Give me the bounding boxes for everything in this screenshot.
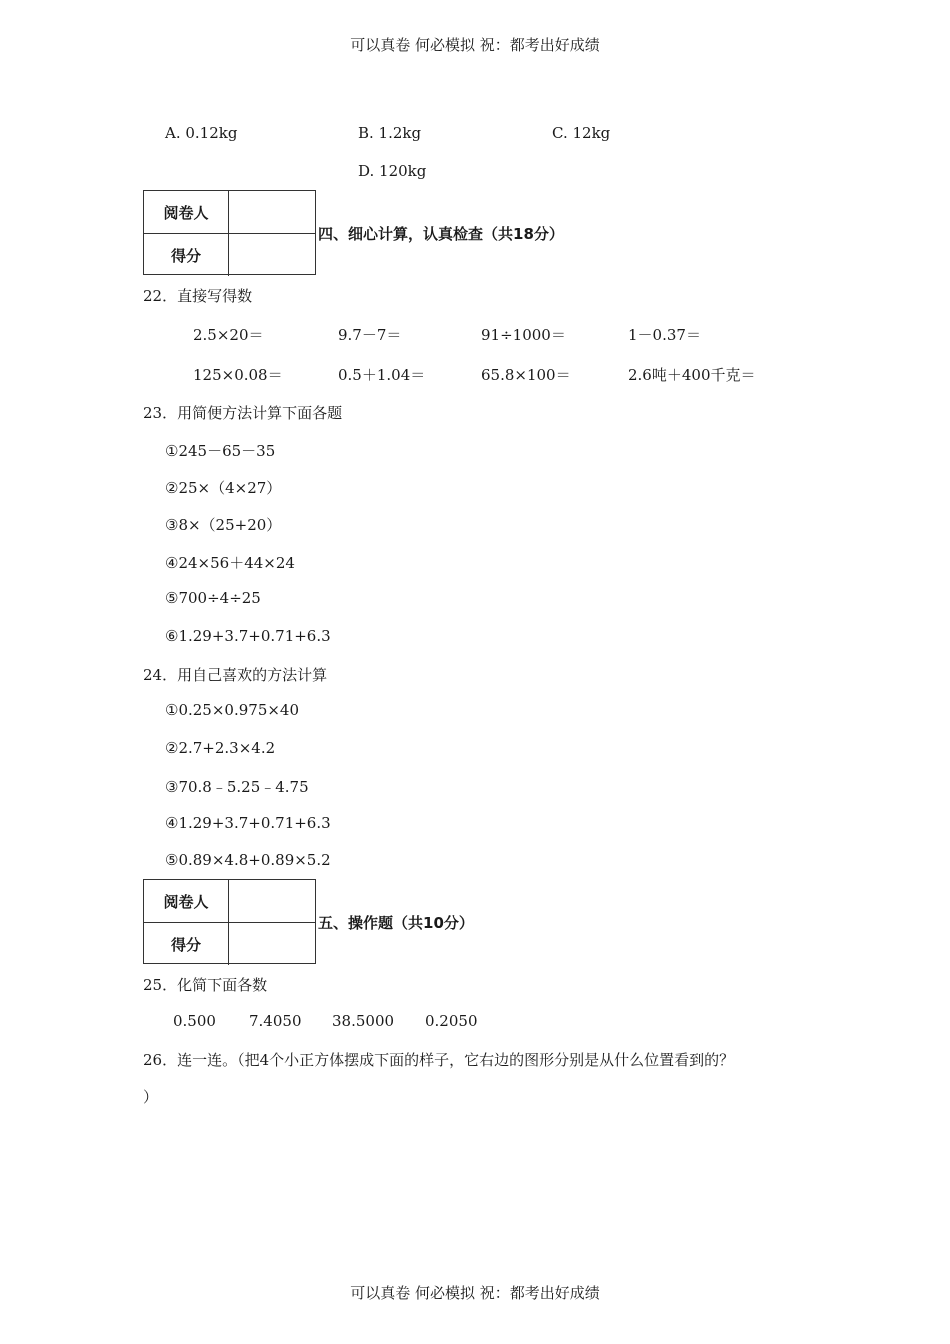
q24-item: ①0.25×0.975×40 (165, 701, 300, 719)
option-d: D. 120kg (358, 162, 427, 180)
q24-item: ④1.29+3.7+0.71+6.3 (165, 814, 331, 832)
q25-number: 0.2050 (425, 1012, 478, 1030)
q23-item: ⑥1.29+3.7+0.71+6.3 (165, 627, 331, 645)
q24-title: 24．用自己喜欢的方法计算 (143, 666, 328, 684)
score-label: 得分 (144, 234, 229, 276)
q24-item: ③70.8﹣5.25﹣4.75 (165, 778, 309, 796)
q23-item: ②25×（4×27） (165, 479, 282, 497)
q22-item: 91÷1000＝ (481, 326, 566, 344)
q22-item: 1－0.37＝ (628, 326, 701, 344)
q23-item: ④24×56＋44×24 (165, 554, 295, 572)
section4-title: 四、细心计算，认真检查（共18分） (318, 225, 564, 243)
q26-text: 26．连一连。（把4个小正方体摆成下面的样子，它右边的图形分别是从什么位置看到的？ (143, 1051, 735, 1069)
q25-title: 25．化简下面各数 (143, 976, 268, 994)
score-box-row-reviewer (144, 191, 315, 233)
reviewer-label: 阅卷人 (144, 880, 229, 922)
q22-item: 65.8×100＝ (481, 366, 571, 384)
q22-item: 2.6吨＋400千克＝ (628, 366, 756, 384)
q22-item: 9.7－7＝ (338, 326, 402, 344)
option-b: B. 1.2kg (358, 124, 422, 142)
section5-title: 五、操作题（共10分） (318, 914, 474, 932)
q24-item: ⑤0.89×4.8+0.89×5.2 (165, 851, 331, 869)
score-box-section5 (143, 879, 316, 964)
reviewer-label: 阅卷人 (144, 191, 229, 233)
q25-number: 7.4050 (249, 1012, 302, 1030)
q22-item: 0.5＋1.04＝ (338, 366, 426, 384)
page-footer: 可以真卷 何必模拟 祝：都考出好成绩 (350, 1284, 600, 1302)
score-box-row-reviewer (144, 880, 315, 922)
q25-number: 38.5000 (332, 1012, 395, 1030)
q25-number: 0.500 (173, 1012, 216, 1030)
q23-item: ⑤700÷4÷25 (165, 589, 261, 607)
option-a: A. 0.12kg (165, 124, 238, 142)
q26-text-cont: ） (143, 1088, 159, 1106)
q22-item: 125×0.08＝ (193, 366, 283, 384)
q23-title: 23．用简便方法计算下面各题 (143, 404, 343, 422)
option-c: C. 12kg (552, 124, 611, 142)
score-label: 得分 (144, 923, 229, 965)
q23-item: ①245－65－35 (165, 442, 276, 460)
q22-item: 2.5×20＝ (193, 326, 264, 344)
score-box-row-score (144, 922, 315, 965)
q22-title: 22．直接写得数 (143, 287, 253, 305)
q24-item: ②2.7+2.3×4.2 (165, 739, 276, 757)
score-box-row-score (144, 233, 315, 276)
score-box-section4 (143, 190, 316, 275)
q23-item: ③8×（25+20） (165, 516, 282, 534)
page-header: 可以真卷 何必模拟 祝：都考出好成绩 (350, 36, 600, 54)
